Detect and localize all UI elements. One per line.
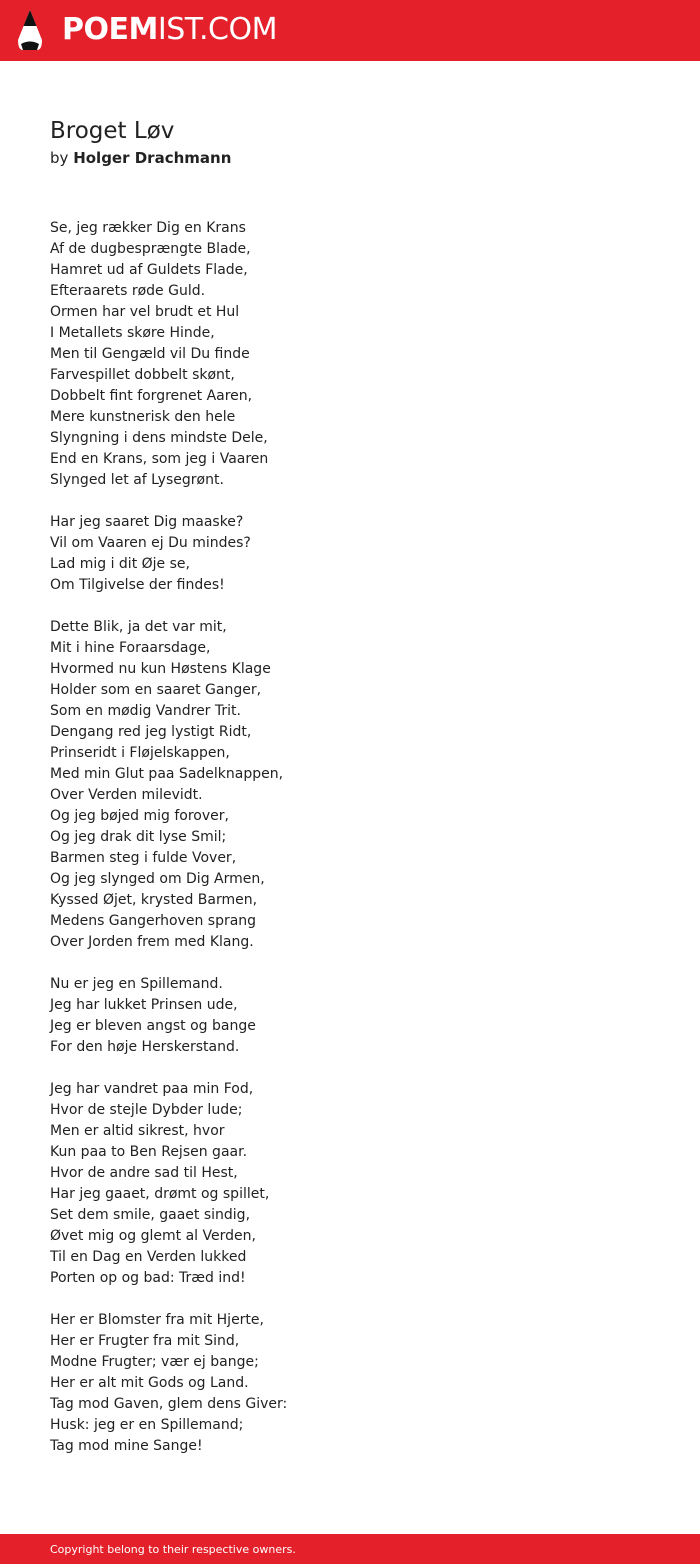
poem-line: Kyssed Øjet, krysted Barmen, [50, 892, 258, 908]
poem-line: Her er Blomster fra mit Hjerte, [50, 1312, 264, 1328]
poem-line: Jeg har vandret paa min Fod, [50, 1081, 254, 1097]
poem-line: Kun paa to Ben Rejsen gaar. [50, 1144, 248, 1160]
poem-line: End en Krans, som jeg i Vaaren [50, 451, 269, 467]
poem-line: Farvespillet dobbelt skønt, [50, 367, 235, 383]
copyright-text: Copyright belong to their respective owners. [50, 1543, 296, 1556]
stanza-break [50, 953, 650, 974]
poem-line: I Metallets skøre Hinde, [50, 325, 215, 341]
poem-line: Har jeg gaaet, drømt og spillet, [50, 1186, 270, 1202]
poem-stanza [50, 1310, 650, 1457]
poem-line: Slynged let af Lysegrønt. [50, 472, 224, 488]
poem-line: Og jeg drak dit lyse Smil; [50, 829, 227, 845]
poem-stanza [50, 1079, 650, 1289]
poem-line: Medens Gangerhoven sprang [50, 913, 257, 929]
poem-line: Barmen steg i fulde Vover, [50, 850, 237, 866]
poem-line: Her er Frugter fra mit Sind, [50, 1333, 240, 1349]
poem-line: Og jeg bøjed mig forover, [50, 808, 229, 824]
poem-line: Hvormed nu kun Høstens Klage [50, 661, 271, 677]
poem-line: Set dem smile, gaaet sindig, [50, 1207, 251, 1223]
poem-line: Med min Glut paa Sadelknappen, [50, 766, 284, 782]
poem-line: Hvor de andre sad til Hest, [50, 1165, 238, 1181]
poem-line: Men til Gengæld vil Du finde [50, 346, 250, 362]
site-header [0, 0, 700, 61]
poem-line: Over Jorden frem med Klang. [50, 934, 254, 950]
poem-line: Dobbelt fint forgrenet Aaren, [50, 388, 253, 404]
logo-bold-text: POEM [62, 12, 158, 47]
poem-stanza [50, 617, 650, 953]
poem-line: Tag mod mine Sange! [50, 1438, 203, 1454]
poem-line: Modne Frugter; vær ej bange; [50, 1354, 259, 1370]
poem-line: Nu er jeg en Spillemand. [50, 976, 223, 992]
poem-line: Ormen har vel brudt et Hul [50, 304, 240, 320]
poem-stanza [50, 512, 650, 596]
poem-byline [50, 148, 231, 169]
poem-line: Har jeg saaret Dig maaske? [50, 514, 244, 530]
poem-line: Tag mod Gaven, glem dens Giver: [50, 1396, 288, 1412]
stanza-break [50, 1289, 650, 1310]
poem-line: Vil om Vaaren ej Du mindes? [50, 535, 251, 551]
poem-line: Dengang red jeg lystigt Ridt, [50, 724, 252, 740]
poem-line: Hvor de stejle Dybder lude; [50, 1102, 243, 1118]
poem-line: Jeg har lukket Prinsen ude, [50, 997, 238, 1013]
pencil-tip-icon [17, 9, 43, 51]
poem-line: Som en mødig Vandrer Trit. [50, 703, 241, 719]
poem-line: Jeg er bleven angst og bange [50, 1018, 256, 1034]
poem-line: For den høje Herskerstand. [50, 1039, 240, 1055]
author-name[interactable]: Holger Drachmann [73, 149, 232, 167]
poem-line: Prinseridt i Fløjelskappen, [50, 745, 230, 761]
poem-line: Efteraarets røde Guld. [50, 283, 206, 299]
poem-line: Slyngning i dens mindste Dele, [50, 430, 268, 446]
poem-line: Lad mig i dit Øje se, [50, 556, 190, 572]
poem-line: Hamret ud af Guldets Flade, [50, 262, 248, 278]
poem-line: Af de dugbesprængte Blade, [50, 241, 251, 257]
site-logo-text [62, 12, 277, 48]
poem-line: Se, jeg rækker Dig en Krans [50, 220, 246, 236]
poem-line: Husk: jeg er en Spillemand; [50, 1417, 244, 1433]
poem-line: Øvet mig og glemt al Verden, [50, 1228, 256, 1244]
site-footer [0, 1534, 700, 1564]
poem-line: Holder som en saaret Ganger, [50, 682, 262, 698]
logo-light-text: IST.COM [157, 12, 277, 47]
poem-line: Mere kunstnerisk den hele [50, 409, 236, 425]
poem-line: Mit i hine Foraarsdage, [50, 640, 211, 656]
stanza-break [50, 491, 650, 512]
poem-stanza [50, 974, 650, 1058]
poem-line: Her er alt mit Gods og Land. [50, 1375, 249, 1391]
poem-line: Og jeg slynged om Dig Armen, [50, 871, 265, 887]
stanza-break [50, 596, 650, 617]
poem-line: Over Verden milevidt. [50, 787, 203, 803]
poem-line: Til en Dag en Verden lukked [50, 1249, 247, 1265]
byline-label: by [50, 149, 69, 167]
poem-stanza [50, 218, 650, 491]
stanza-break [50, 1058, 650, 1079]
poem-line: Men er altid sikrest, hvor [50, 1123, 225, 1139]
poem-title: Broget Løv [50, 118, 175, 144]
poem-line: Om Tilgivelse der findes! [50, 577, 225, 593]
poem-line: Dette Blik, ja det var mit, [50, 619, 227, 635]
poem-body [50, 218, 650, 1457]
poem-line: Porten op og bad: Træd ind! [50, 1270, 246, 1286]
